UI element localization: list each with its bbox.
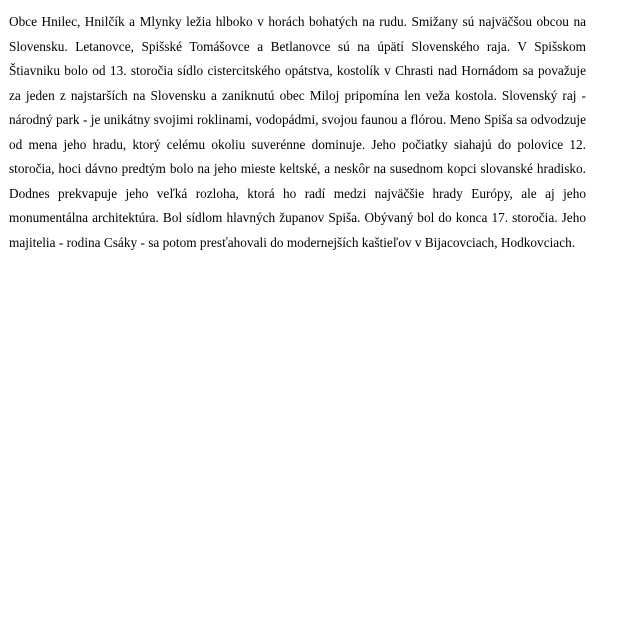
- document-page: [9, 10, 586, 255]
- body-paragraph: Obce Hnilec, Hnilčík a Mlynky ležia hlboko v horách bohatých na rudu. Smižany sú najväčšou obcou na Slovensku. Letanovce, Spišské Tomášovce a Betlanovce sú na úpätí Slovenského raja. V Spišskom Štiavniku bolo od 13. storočia sídlo cistercitského opátstva, kostolík v Chrasti nad Hornádom sa považuje za jeden z najstarších na Slovensku a zaniknutú obec Miloj pripomína len veža kostola. Slovenský raj - národný park - je unikátny svojimi roklinami, vodopádmi, svojou faunou a flórou. Meno Spiša sa odvodzuje od mena jeho hradu, ktorý celému okoliu suverénne dominuje. Jeho počiatky siahajú do polovice 12. storočia, hoci dávno predtým bolo na jeho mieste keltské, a neskôr na susednom kopci slovanské hradisko. Dodnes prekvapuje jeho veľká rozloha, ktorá ho radí medzi najväčšie hrady Európy, ale aj jeho monumentálna architektúra. Bol sídlom hlavných županov Spiša. Obývaný bol do konca 17. storočia. Jeho majitelia - rodina Csáky - sa potom presťahovali do modernejších kaštieľov v Bijacovciach, Hodkovciach.: [9, 14, 586, 250]
